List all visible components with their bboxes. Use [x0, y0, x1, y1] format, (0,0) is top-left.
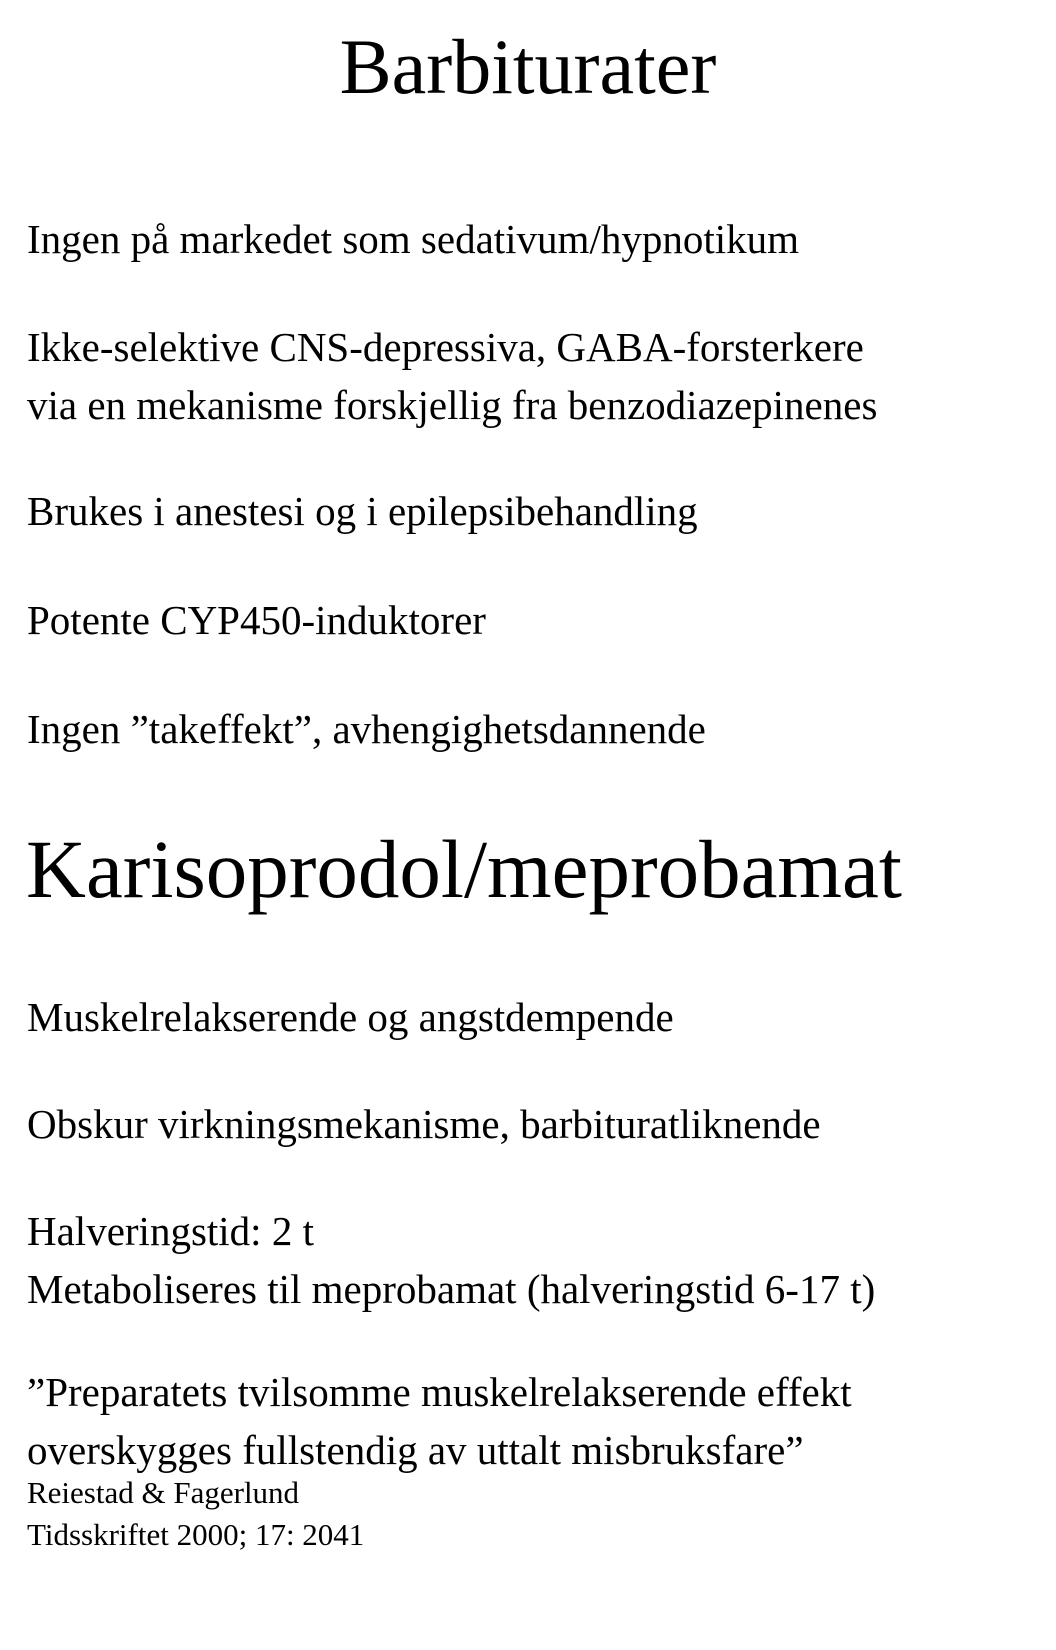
barbiturater-point-dependence: Ingen ”takeffekt”, avhengighetsdannende — [27, 706, 706, 752]
karisoprodol-point-halflife — [27, 1202, 875, 1318]
quote-line-1: ”Preparatets tvilsomme muskelrelakserende effekt — [27, 1369, 852, 1415]
karisoprodol-halflife-line: Halveringstid: 2 t — [27, 1208, 314, 1254]
karisoprodol-point-mechanism: Obskur virkningsmekanisme, barbituratliknende — [27, 1101, 821, 1147]
karisoprodol-metabolism-line: Metaboliseres til meprobamat (halveringstid 6-17 t) — [27, 1266, 876, 1312]
barbiturater-point-market: Ingen på markedet som sedativum/hypnotikum — [27, 216, 800, 262]
karisoprodol-quote — [27, 1363, 852, 1479]
barbiturater-point-mechanism — [27, 318, 877, 434]
barbiturater-mechanism-line-1: Ikke-selektive CNS-depressiva, GABA-forsterkere — [27, 324, 864, 370]
barbiturater-point-cyp450: Potente CYP450-induktorer — [27, 597, 486, 643]
citation-source: Tidsskriftet 2000; 17: 2041 — [27, 1517, 365, 1552]
barbiturater-mechanism-line-2: via en mekanisme forskjellig fra benzodiazepinenes — [27, 382, 878, 428]
citation — [27, 1472, 364, 1556]
section-title-karisoprodol: Karisoprodol/meprobamat — [26, 823, 902, 915]
citation-authors: Reiestad & Fagerlund — [27, 1475, 300, 1510]
karisoprodol-point-effect: Muskelrelakserende og angstdempende — [27, 994, 674, 1040]
barbiturater-point-use: Brukes i anestesi og i epilepsibehandling — [27, 488, 698, 534]
section-title-barbiturater: Barbiturater — [339, 23, 717, 110]
quote-line-2: overskygges fullstendig av uttalt misbruksfare” — [27, 1427, 804, 1473]
